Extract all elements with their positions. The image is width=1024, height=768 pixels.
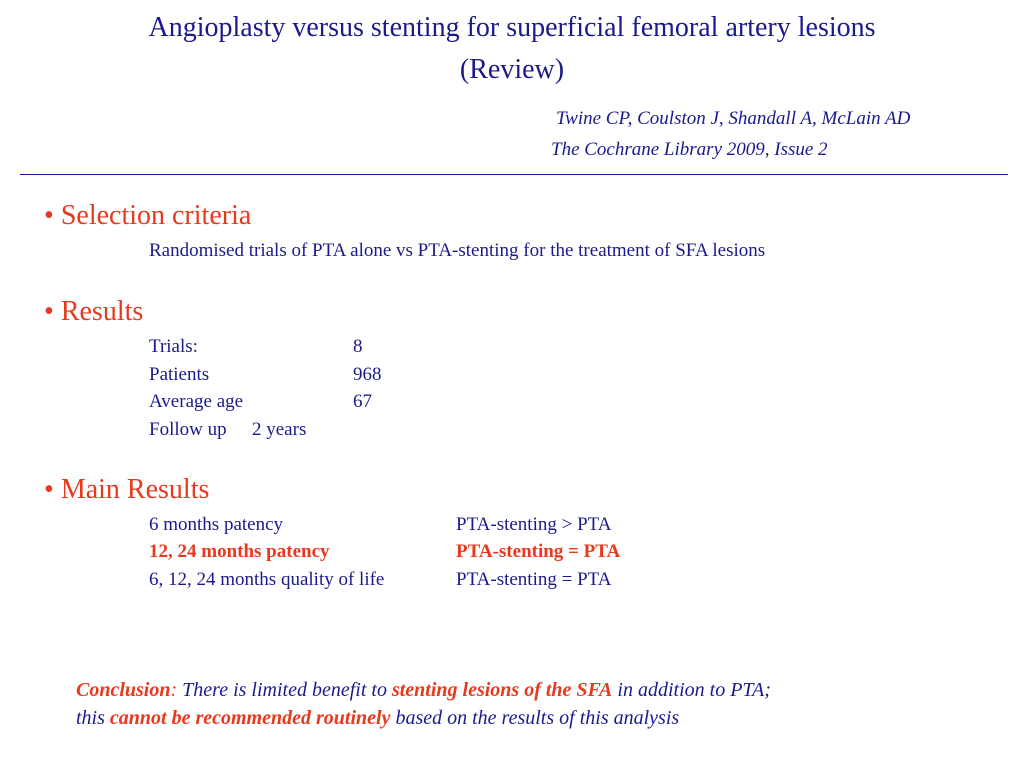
citation-source: The Cochrane Library 2009, Issue 2 bbox=[551, 139, 828, 160]
main-results-value-6m: PTA-stenting > PTA bbox=[456, 514, 612, 535]
results-value-patients: 968 bbox=[353, 364, 382, 385]
bullet-icon: • bbox=[44, 474, 54, 505]
main-results-value-12-24m: PTA-stenting = PTA bbox=[456, 541, 621, 562]
conclusion-text-3: this bbox=[76, 707, 110, 729]
conclusion-highlight-1: stenting lesions of the SFA bbox=[391, 679, 613, 701]
section-heading-selection bbox=[44, 200, 251, 232]
citation-authors: Twine CP, Coulston J, Shandall A, McLain AD bbox=[556, 108, 911, 129]
conclusion-label: Conclusion bbox=[76, 679, 171, 701]
slide-title-line2: (Review) bbox=[459, 54, 565, 85]
main-results-label-6m: 6 months patency bbox=[149, 514, 284, 535]
results-label-trials: Trials: bbox=[149, 336, 198, 357]
divider bbox=[20, 174, 1008, 175]
conclusion-highlight-2: cannot be recommended routinely bbox=[109, 707, 391, 729]
conclusion bbox=[76, 676, 986, 732]
conclusion-text-2: in addition to PTA; bbox=[612, 679, 771, 701]
main-results-label-12-24m: 12, 24 months patency bbox=[149, 541, 330, 562]
results-label-followup: Follow up bbox=[149, 419, 227, 440]
results-label-patients: Patients bbox=[149, 364, 210, 385]
main-results-label-qol: 6, 12, 24 months quality of life bbox=[149, 569, 385, 590]
conclusion-colon: : bbox=[170, 679, 178, 701]
results-value-trials: 8 bbox=[353, 336, 363, 357]
results-heading-text: Results bbox=[60, 296, 144, 327]
selection-heading-text: Selection criteria bbox=[60, 200, 252, 231]
conclusion-text-4: based on the results of this analysis bbox=[390, 707, 680, 729]
results-value-age: 67 bbox=[353, 391, 372, 412]
conclusion-text-1: There is limited benefit to bbox=[177, 679, 392, 701]
selection-text: Randomised trials of PTA alone vs PTA-stenting for the treatment of SFA lesions bbox=[149, 240, 766, 261]
bullet-icon: • bbox=[44, 200, 54, 231]
main-results-value-qol: PTA-stenting = PTA bbox=[456, 569, 612, 590]
bullet-icon: • bbox=[44, 296, 54, 327]
results-label-age: Average age bbox=[149, 391, 244, 412]
results-value-followup: 2 years bbox=[252, 419, 307, 440]
slide-title-line1: Angioplasty versus stenting for superficial femoral artery lesions bbox=[148, 12, 876, 43]
section-heading-results bbox=[44, 296, 143, 328]
main-results-heading-text: Main Results bbox=[60, 474, 210, 505]
section-heading-main-results bbox=[44, 474, 209, 506]
